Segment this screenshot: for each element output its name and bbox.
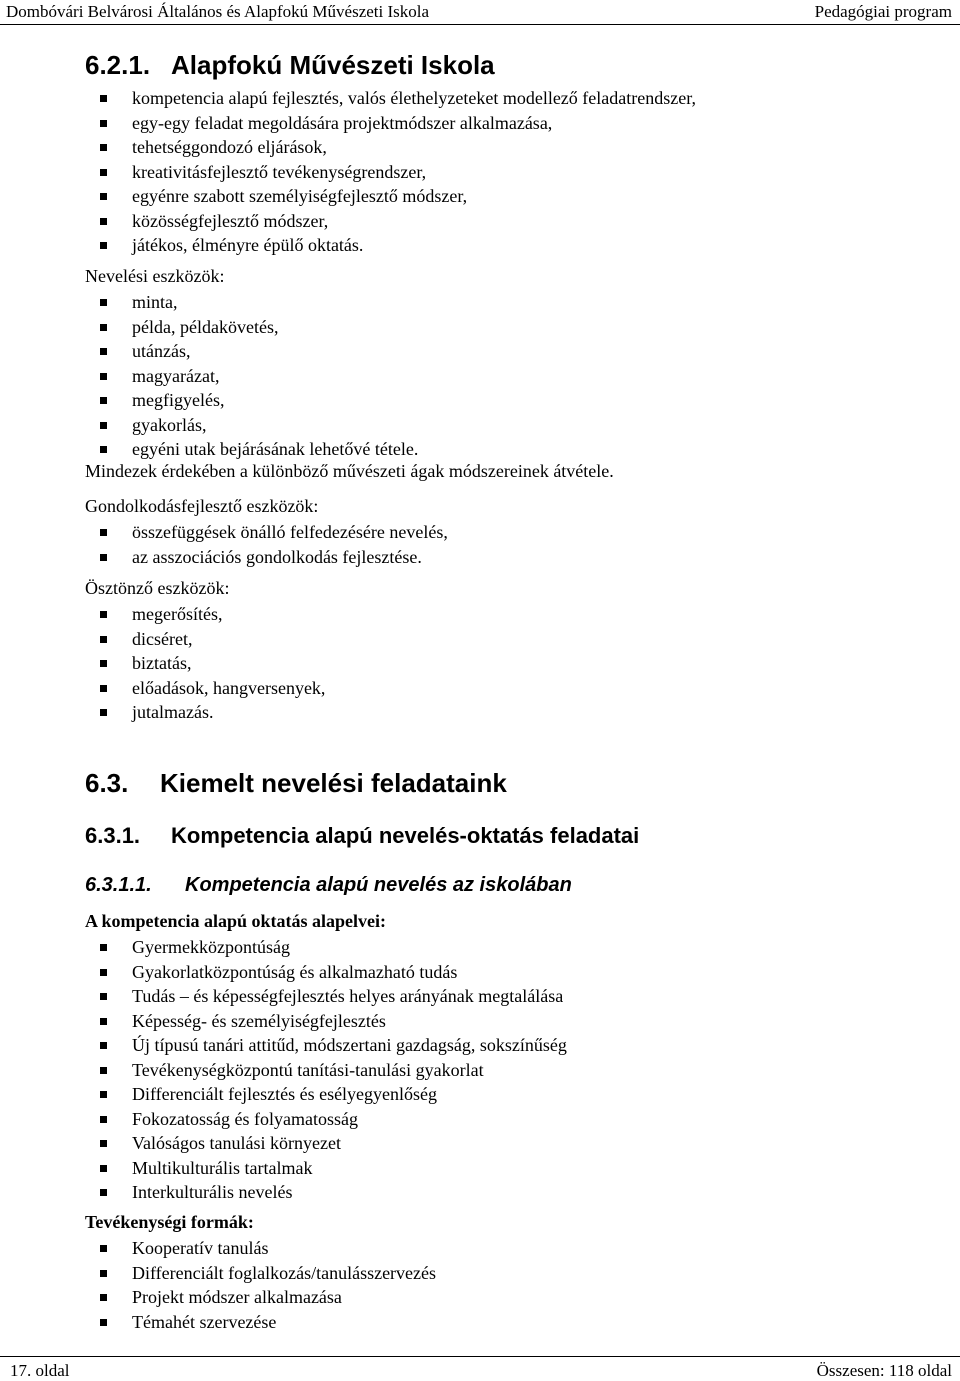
page-footer	[0, 1356, 960, 1381]
list-item: összefüggések önálló felfedezésére nevelés,	[97, 520, 448, 545]
list-item: Új típusú tanári attitűd, módszertani gazdagság, sokszínűség	[97, 1033, 567, 1058]
section-title: Kiemelt nevelési feladataink	[160, 768, 507, 798]
list-item: tehetséggondozó eljárások,	[97, 135, 696, 160]
neveles-list	[97, 290, 418, 462]
section-number: 6.2.1.	[85, 50, 151, 80]
list-item: Projekt módszer alkalmazása	[97, 1285, 436, 1310]
gondolkodas-list	[97, 520, 448, 569]
document-title: Pedagógiai program	[814, 2, 952, 21]
section-heading-6-3-1	[85, 823, 639, 849]
list-item: Valóságos tanulási környezet	[97, 1131, 567, 1156]
list-item: Témahét szervezése	[97, 1310, 436, 1335]
art-school-method-list	[97, 86, 696, 258]
formak-label: Tevékenységi formák:	[85, 1212, 254, 1232]
list-item: utánzás,	[97, 339, 418, 364]
list-item: dicséret,	[97, 627, 325, 652]
list-item: egy-egy feladat megoldására projektmódszer alkalmazása,	[97, 111, 696, 136]
alapelvek-list	[97, 935, 567, 1205]
section-title: Kompetencia alapú nevelés az iskolában	[185, 874, 572, 896]
total-pages: Összesen: 118 oldal	[816, 1361, 952, 1380]
list-item: példa, példakövetés,	[97, 315, 418, 340]
list-item: Tevékenységközpontú tanítási-tanulási gyakorlat	[97, 1058, 567, 1083]
list-item: Differenciált fejlesztés és esélyegyenlőség	[97, 1082, 567, 1107]
section-title: Alapfokú Művészeti Iskola	[171, 50, 495, 80]
page-header	[0, 0, 960, 25]
list-item: kreativitásfejlesztő tevékenységrendszer,	[97, 160, 696, 185]
section-title: Kompetencia alapú nevelés-oktatás feladatai	[171, 823, 640, 848]
alapelvek-label: A kompetencia alapú oktatás alapelvei:	[85, 911, 387, 931]
list-item: Differenciált foglalkozás/tanulásszervezés	[97, 1261, 436, 1286]
list-item: Kooperatív tanulás	[97, 1236, 436, 1261]
list-item: minta,	[97, 290, 418, 315]
list-item: jutalmazás.	[97, 700, 325, 725]
list-item: gyakorlás,	[97, 413, 418, 438]
list-item: az asszociációs gondolkodás fejlesztése.	[97, 545, 448, 570]
list-item: közösségfejlesztő módszer,	[97, 209, 696, 234]
list-item: Multikulturális tartalmak	[97, 1156, 567, 1181]
formak-list	[97, 1236, 436, 1334]
list-item: biztatás,	[97, 651, 325, 676]
section-heading-6-2-1	[85, 50, 495, 81]
section-heading-6-3	[85, 768, 507, 799]
list-item: megfigyelés,	[97, 388, 418, 413]
neveles-label: Nevelési eszközök:	[85, 266, 225, 286]
section-number: 6.3.1.1.	[85, 874, 152, 896]
neveles-note: Mindezek érdekében a különböző művészeti ágak módszereinek átvétele.	[85, 461, 614, 481]
list-item: játékos, élményre épülő oktatás.	[97, 233, 696, 258]
osztonzo-label: Ösztönző eszközök:	[85, 578, 230, 598]
list-item: Tudás – és képességfejlesztés helyes arányának megtalálása	[97, 984, 567, 1009]
section-heading-6-3-1-1	[85, 874, 572, 897]
list-item: Képesség- és személyiségfejlesztés	[97, 1009, 567, 1034]
list-item: Fokozatosság és folyamatosság	[97, 1107, 567, 1132]
page-number: 17. oldal	[10, 1361, 70, 1380]
list-item: Gyermekközpontúság	[97, 935, 567, 960]
section-number: 6.3.1.	[85, 823, 141, 848]
list-item: Interkulturális nevelés	[97, 1180, 567, 1205]
list-item: egyénre szabott személyiségfejlesztő módszer,	[97, 184, 696, 209]
list-item: megerősítés,	[97, 602, 325, 627]
osztonzo-list	[97, 602, 325, 725]
school-name: Dombóvári Belvárosi Általános és Alapfokú Művészeti Iskola	[6, 2, 430, 21]
list-item: kompetencia alapú fejlesztés, valós élethelyzeteket modellező feladatrendszer,	[97, 86, 696, 111]
gondolkodas-label: Gondolkodásfejlesztő eszközök:	[85, 496, 319, 516]
list-item: Gyakorlatközpontúság és alkalmazható tudás	[97, 960, 567, 985]
list-item: előadások, hangversenyek,	[97, 676, 325, 701]
section-number: 6.3.	[85, 768, 129, 798]
list-item: egyéni utak bejárásának lehetővé tétele.	[97, 437, 418, 462]
list-item: magyarázat,	[97, 364, 418, 389]
